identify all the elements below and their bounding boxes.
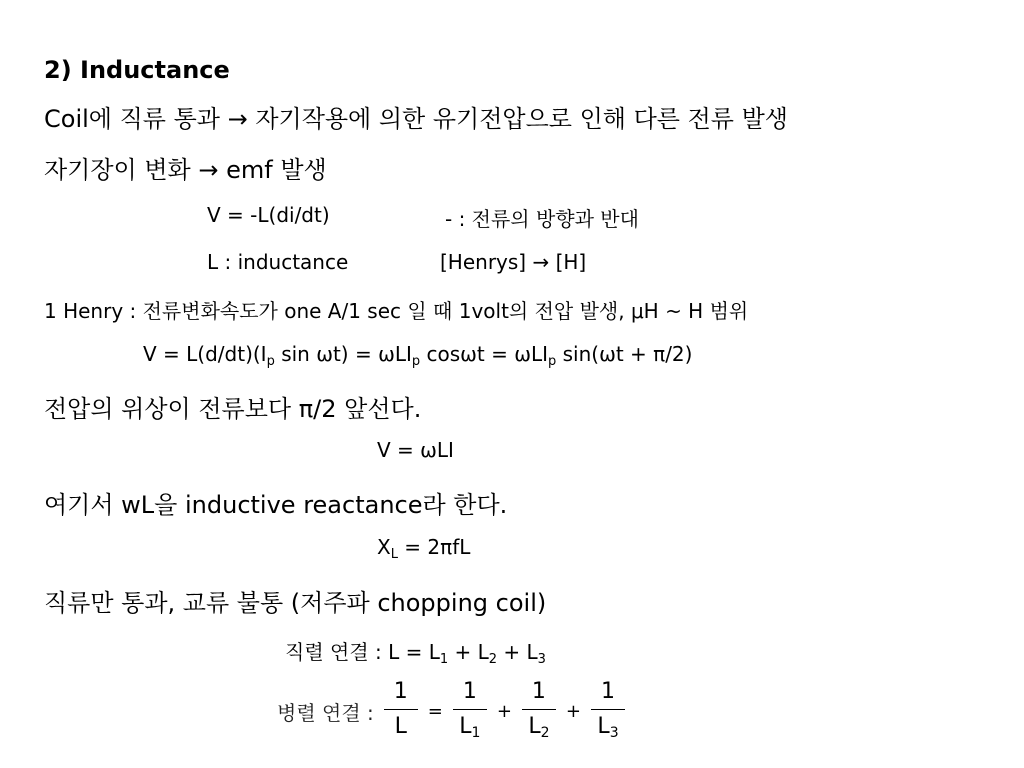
fraction-numerator: 1 (601, 678, 616, 704)
coil-description: Coil에 직류 통과 → 자기작용에 의한 유기전압으로 인해 다른 전류 발생 (44, 105, 788, 133)
v-omega-equation: V = ωLI (377, 438, 454, 462)
formula-part-1: V = L(d/dt)(I (143, 342, 267, 366)
series-plus-1: + L (448, 640, 489, 664)
parallel-connection (277, 672, 629, 746)
inductance-symbol: L : inductance (207, 250, 349, 274)
xl-subscript: L (390, 547, 398, 562)
fraction-bar (384, 709, 418, 710)
den-subscript: 1 (471, 724, 481, 741)
xl-rest: = 2πfL (397, 535, 471, 559)
fraction-one-over-l1 (453, 678, 487, 741)
series-sub-2: 2 (488, 652, 498, 667)
reactance-statement: 여기서 wL을 inductive reactance라 한다. (44, 491, 508, 519)
fraction-denominator (459, 713, 480, 741)
section-heading: 2) Inductance (44, 56, 230, 84)
fraction-denominator (597, 713, 618, 741)
fraction-bar (453, 709, 487, 710)
den-symbol: L (459, 713, 472, 739)
fraction-bar (522, 709, 556, 710)
den-symbol: L (597, 713, 610, 739)
series-sub-3: 3 (537, 652, 546, 667)
den-subscript: 2 (540, 724, 550, 741)
inductance-unit: [Henrys] → [H] (440, 250, 587, 274)
fraction-numerator: 1 (531, 678, 546, 704)
sinusoidal-formula (143, 342, 693, 369)
dc-pass-statement: 직류만 통과, 교류 불통 (저주파 chopping coil) (44, 589, 547, 617)
series-sub-1: 1 (439, 652, 449, 667)
xl-symbol: X (377, 535, 391, 559)
henry-definition: 1 Henry : 전류변화속도가 one A/1 sec 일 때 1volt의 전압 발생, μH ~ H 범위 (44, 299, 749, 323)
den-symbol: L (528, 713, 541, 739)
phase-statement: 전압의 위상이 전류보다 π/2 앞선다. (44, 395, 422, 423)
fraction-bar (591, 709, 625, 710)
formula-part-4: sin(ωt + π/2) (556, 342, 693, 366)
series-label: 직렬 연결 : L = L (285, 640, 440, 664)
formula-sub-3: p (548, 354, 557, 369)
formula-sub-1: p (266, 354, 275, 369)
plus-sign: + (565, 700, 582, 722)
voltage-equation-note: - : 전류의 방향과 반대 (445, 207, 639, 231)
fraction-numerator: 1 (393, 678, 408, 704)
plus-sign: + (496, 700, 512, 722)
equals-sign: = (427, 700, 443, 722)
fraction-one-over-l2 (522, 678, 556, 741)
formula-part-2: sin ωt) = ωLI (274, 342, 412, 366)
reactance-equation (377, 535, 471, 562)
parallel-label: 병렬 연결 : (277, 700, 374, 725)
den-subscript: 3 (609, 724, 619, 741)
formula-sub-2: p (411, 354, 421, 369)
fraction-numerator: 1 (462, 678, 477, 704)
formula-part-3: cosωt = ωLI (420, 342, 549, 366)
series-plus-2: + L (497, 640, 538, 664)
fraction-denominator (528, 713, 549, 741)
fraction-denominator: L (394, 713, 407, 739)
voltage-equation: V = -L(di/dt) (207, 203, 330, 227)
series-connection (285, 636, 546, 665)
fraction-one-over-l3 (591, 678, 625, 741)
fraction-one-over-l (384, 678, 418, 741)
field-change-description: 자기장이 변화 → emf 발생 (44, 156, 327, 184)
